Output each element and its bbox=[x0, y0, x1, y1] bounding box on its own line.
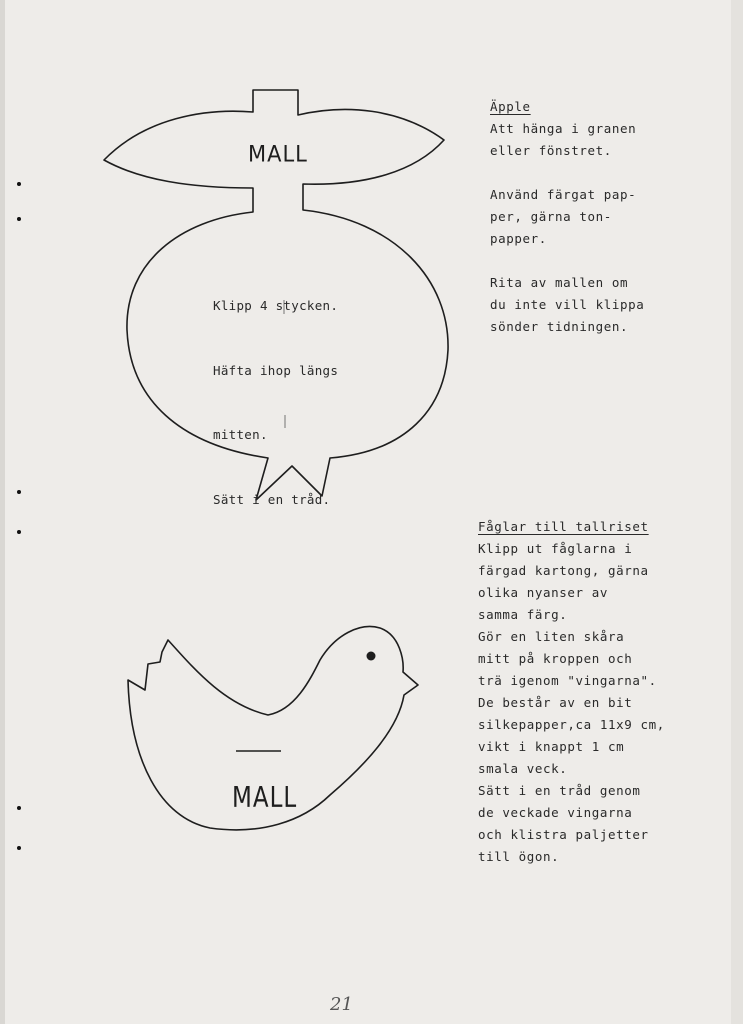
text-line: eller fönstret. bbox=[490, 143, 612, 158]
text-line: och klistra paljetter bbox=[478, 827, 649, 842]
text-line: papper. bbox=[490, 231, 547, 246]
instruction-line: Sätt i en tråd. bbox=[213, 491, 331, 507]
text-line: du inte vill klippa bbox=[490, 297, 645, 312]
bird-section bbox=[478, 516, 698, 868]
text-line: de veckade vingarna bbox=[478, 805, 633, 820]
text-line: mitt på kroppen och bbox=[478, 651, 633, 666]
instruction-line: mitten. bbox=[213, 427, 268, 442]
apple-instructions bbox=[213, 252, 338, 532]
bird-heading: Fåglar till tallriset bbox=[478, 519, 649, 534]
bird-mall-label: MALL bbox=[232, 781, 298, 815]
instruction-line: Häfta ihop längs bbox=[213, 362, 339, 378]
text-line: Att hänga i granen bbox=[490, 121, 637, 136]
apple-mall-label: MALL bbox=[248, 141, 308, 167]
text-line: Använd färgat pap- bbox=[490, 187, 637, 202]
text-line: De består av en bit bbox=[478, 695, 633, 710]
apple-heading: Äpple bbox=[490, 99, 531, 114]
paragraph-gap bbox=[490, 250, 690, 272]
text-line: smala veck. bbox=[478, 761, 568, 776]
text-line: Gör en liten skåra bbox=[478, 629, 625, 644]
text-line: samma färg. bbox=[478, 607, 568, 622]
text-line: silkepapper,ca 11x9 cm, bbox=[478, 717, 665, 732]
text-line: per, gärna ton- bbox=[490, 209, 612, 224]
text-line: vikt i knappt 1 cm bbox=[478, 739, 625, 754]
text-line: trä igenom "vingarna". bbox=[478, 673, 657, 688]
text-line: färgad kartong, gärna bbox=[478, 563, 649, 578]
text-line: till ögon. bbox=[478, 849, 560, 864]
text-line: Sätt i en tråd genom bbox=[478, 783, 641, 798]
apple-section bbox=[490, 96, 690, 338]
text-line: olika nyanser av bbox=[478, 585, 609, 600]
paragraph-gap bbox=[490, 162, 690, 184]
text-line: Klipp ut fåglarna i bbox=[478, 541, 633, 556]
text-line: sönder tidningen. bbox=[490, 319, 629, 334]
instruction-line: Klipp 4 stycken. bbox=[213, 298, 339, 313]
text-line: Rita av mallen om bbox=[490, 275, 629, 290]
bird-eye bbox=[367, 652, 376, 661]
page-number: 21 bbox=[330, 994, 353, 1015]
